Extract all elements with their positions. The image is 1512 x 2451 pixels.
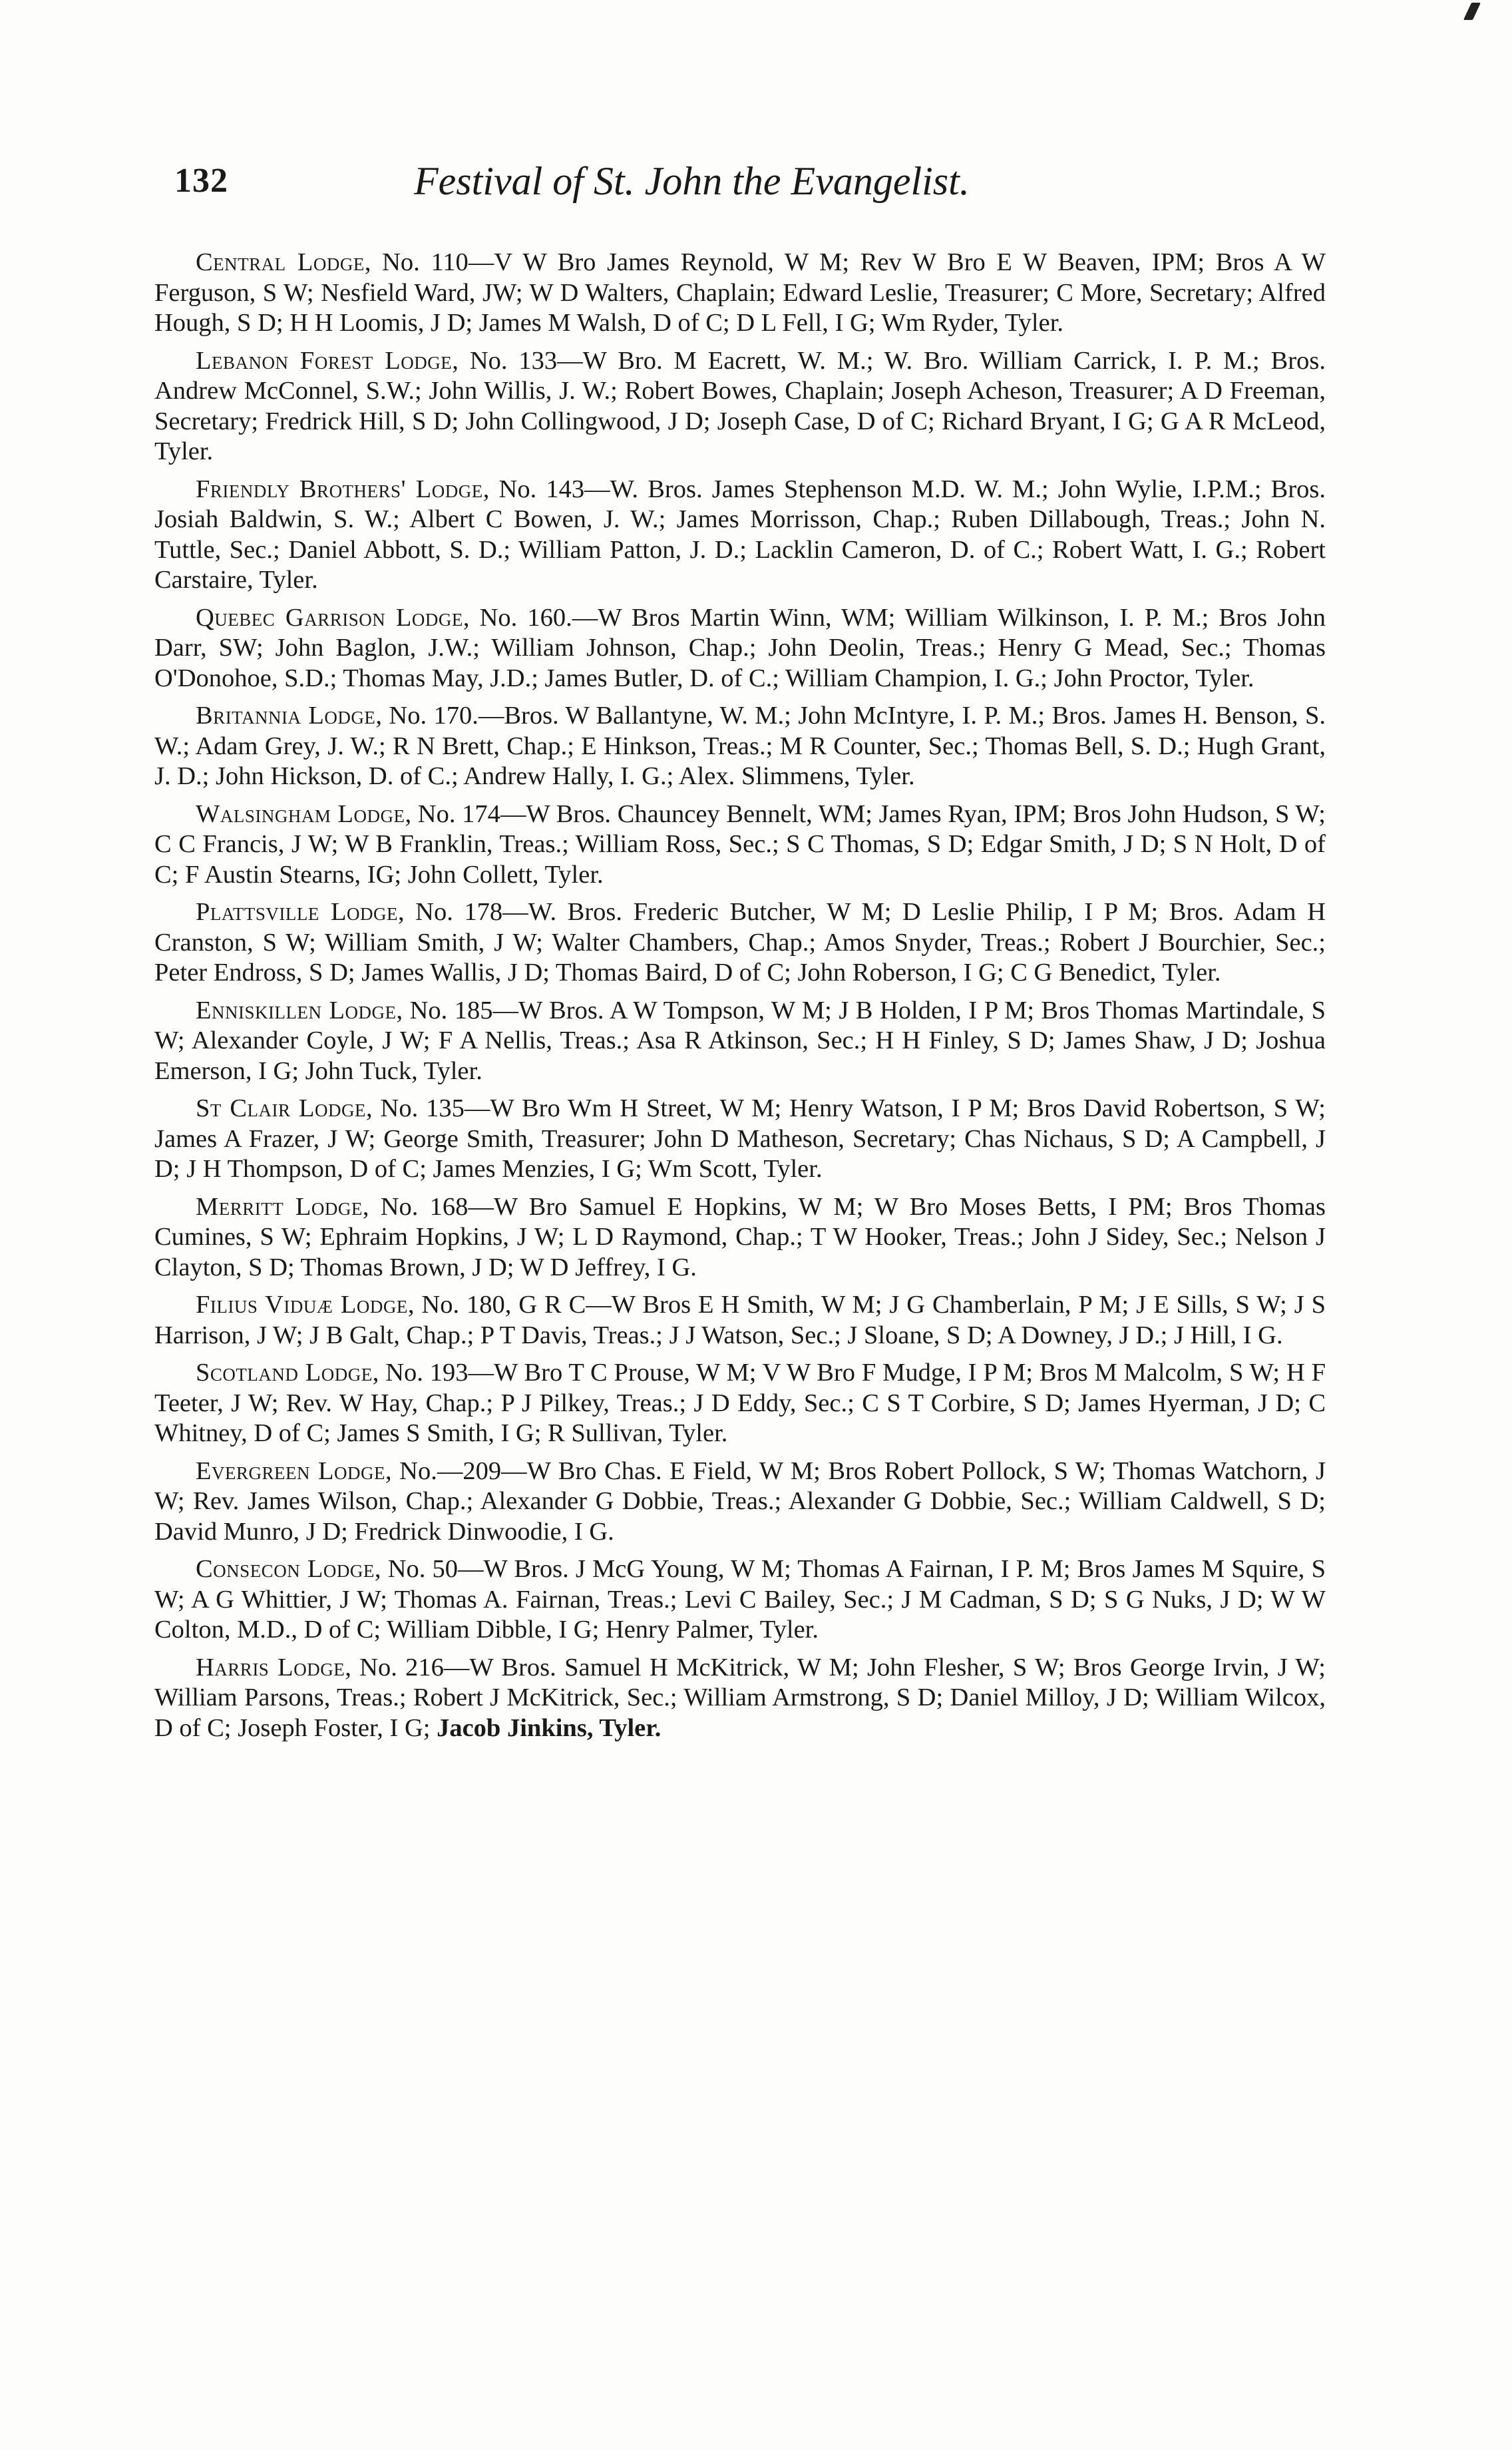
running-title: Festival of St. John the Evangelist.	[414, 159, 970, 203]
lodge-officers: , No. 143—W. Bros. James Stephenson M.D. W. M.; John Wylie, I.P.M.; Bros. Josiah Baldwin, S. W.; Albert C Bowen, J. W.; James Morrisson, Chap.; Ruben Dillabough, Treas.; John N. Tuttle, Sec.; Daniel Abbott, S. D.; William Patton, J. D.; Lacklin Cameron, D. of C.; Robert Watt, I. G.; Robert Carstaire, Tyler.	[154, 475, 1326, 594]
page-number: 132	[174, 162, 228, 200]
lodge-officers: , No. 185—W Bros. A W Tompson, W M; J B Holden, I P M; Bros Thomas Martindale, S W; Alexander Coyle, J W; F A Nellis, Treas.; Asa R Atkinson, Sec.; H H Finley, S D; James Shaw, J D; Joshua Emerson, I G; John Tuck, Tyler.	[154, 996, 1326, 1085]
lodge-officers: , No. 110—V W Bro James Reynold, W M; Rev W Bro E W Beaven, IPM; Bros A W Ferguson, S W; Nesfield Ward, JW; W D Walters, Chaplain; Edward Leslie, Treasurer; C More, Secretary; Alfred Hough, S D; H H Loomis, J D; James M Walsh, D of C; D L Fell, I G; Wm Ryder, Tyler.	[154, 248, 1326, 337]
lodge-entry	[154, 475, 1326, 596]
lodge-officers: , No. 160.—W Bros Martin Winn, WM; William Wilkinson, I. P. M.; Bros John Darr, SW; John Baglon, J.W.; William Johnson, Chap.; John Deolin, Treas.; Henry G Mead, Sec.; Thomas O'Donohoe, S.D.; Thomas May, J.D.; James Butler, D. of C.; William Champion, I. G.; John Proctor, Tyler.	[154, 603, 1326, 692]
lodge-entry	[154, 1094, 1326, 1185]
lodge-name: Enniskillen Lodge	[196, 996, 397, 1024]
lodge-entry	[154, 1358, 1326, 1449]
lodge-name: Harris Lodge	[196, 1653, 345, 1681]
lodge-name: St Clair Lodge	[196, 1094, 366, 1122]
lodge-entry	[154, 1192, 1326, 1283]
lodge-officers: , No. 216—W Bros. Samuel H McKitrick, W M; John Flesher, S W; Bros George Irvin, J W; William Parsons, Treas.; Robert J McKitrick, Sec.; William Armstrong, S D; Daniel Milloy, J D; William Wilcox, D of C; Joseph Foster, I G;	[154, 1653, 1326, 1742]
lodge-officers: , No. 168—W Bro Samuel E Hopkins, W M; W Bro Moses Betts, I PM; Bros Thomas Cumines, S W; Ephraim Hopkins, J W; L D Raymond, Chap.; T W Hooker, Treas.; John J Sidey, Sec.; Nelson J Clayton, S D; Thomas Brown, J D; W D Jeffrey, I G.	[154, 1192, 1326, 1281]
lodge-name: Consecon Lodge	[196, 1555, 375, 1583]
lodge-name: Quebec Garrison Lodge	[196, 603, 463, 632]
lodge-officers: , No. 174—W Bros. Chauncey Bennelt, WM; James Ryan, IPM; Bros John Hudson, S W; C C Francis, J W; W B Franklin, Treas.; William Ross, Sec.; S C Thomas, S D; Edgar Smith, J D; S N Holt, D of C; F Austin Stearns, IG; John Collett, Tyler.	[154, 799, 1326, 889]
lodge-entry	[154, 1653, 1326, 1744]
lodge-officers: , No. 193—W Bro T C Prouse, W M; V W Bro F Mudge, I P M; Bros M Malcolm, S W; H F Teeter, J W; Rev. W Hay, Chap.; P J Pilkey, Treas.; J D Eddy, Sec.; C S T Corbire, S D; James Hyerman, J D; C Whitney, D of C; James S Smith, I G; R Sullivan, Tyler.	[154, 1359, 1326, 1447]
corner-mark	[1463, 3, 1481, 20]
lodge-entry	[154, 701, 1326, 792]
lodge-name: Merritt Lodge	[196, 1192, 363, 1221]
lodge-entry	[154, 1290, 1326, 1351]
lodge-entry	[154, 603, 1326, 694]
lodge-officers: , No. 178—W. Bros. Frederic Butcher, W M; D Leslie Philip, I P M; Bros. Adam H Cranston, S W; William Smith, J W; Walter Chambers, Chap.; Amos Snyder, Treas.; Robert J Bourchier, Sec.; Peter Endross, S D; James Wallis, J D; Thomas Baird, D of C; John Roberson, I G; C G Benedict, Tyler.	[154, 898, 1326, 987]
lodge-officers: , No. 50—W Bros. J McG Young, W M; Thomas A Fairnan, I P. M; Bros James M Squire, S W; A G Whittier, J W; Thomas A. Fairnan, Treas.; Levi C Bailey, Sec.; J M Cadman, S D; S G Nuks, J D; W W Colton, M.D., D of C; William Dibble, I G; Henry Palmer, Tyler.	[154, 1555, 1326, 1644]
lodge-name: Central Lodge	[196, 248, 365, 276]
lodge-entries	[154, 248, 1326, 1743]
page	[154, 161, 1326, 1751]
lodge-entry	[154, 897, 1326, 989]
lodge-officers: , No. 180, G R C—W Bros E H Smith, W M; J G Chamberlain, P M; J E Sills, S W; J S Harrison, J W; J B Galt, Chap.; P T Davis, Treas.; J J Watson, Sec.; J Sloane, S D; A Downey, J D.; J Hill, I G.	[154, 1291, 1326, 1349]
lodge-officers: , No. 170.—Bros. W Ballantyne, W. M.; John McIntyre, I. P. M.; Bros. James H. Benson, S. W.; Adam Grey, J. W.; R N Brett, Chap.; E Hinkson, Treas.; M R Counter, Sec.; Thomas Bell, S. D.; Hugh Grant, J. D.; John Hickson, D. of C.; Andrew Hally, I. G.; Alex. Slimmens, Tyler.	[154, 702, 1326, 790]
lodge-name: Evergreen Lodge	[196, 1456, 386, 1485]
lodge-entry	[154, 799, 1326, 891]
lodge-officers: , No.—209—W Bro Chas. E Field, W M; Bros Robert Pollock, S W; Thomas Watchorn, J W; Rev. James Wilson, Chap.; Alexander G Dobbie, Treas.; Alexander G Dobbie, Sec.; William Caldwell, S D; David Munro, J D; Fredrick Dinwoodie, I G.	[154, 1456, 1326, 1546]
lodge-entry	[154, 1554, 1326, 1646]
lodge-name: Lebanon Forest Lodge	[196, 346, 453, 375]
lodge-officers: , No. 135—W Bro Wm H Street, W M; Henry Watson, I P M; Bros David Robertson, S W; James A Frazer, J W; George Smith, Treasurer; John D Matheson, Secretary; Chas Nichaus, S D; A Campbell, J D; J H Thompson, D of C; James Menzies, I G; Wm Scott, Tyler.	[154, 1094, 1326, 1183]
lodge-name: Walsingham Lodge	[196, 799, 405, 828]
lodge-officers-tail: Jacob Jinkins, Tyler.	[430, 1713, 662, 1742]
lodge-entry	[154, 996, 1326, 1087]
page-header	[154, 161, 1326, 234]
lodge-entry	[154, 248, 1326, 339]
lodge-officers: , No. 133—W Bro. M Eacrett, W. M.; W. Bro. William Carrick, I. P. M.; Bros. Andrew McConnel, S.W.; John Willis, J. W.; Robert Bowes, Chaplain; Joseph Acheson, Treasurer; A D Freeman, Secretary; Fredrick Hill, S D; John Collingwood, J D; Joseph Case, D of C; Richard Bryant, I G; G A R McLeod, Tyler.	[154, 346, 1326, 465]
lodge-name: Friendly Brothers' Lodge	[196, 475, 483, 503]
lodge-name: Britannia Lodge	[196, 702, 376, 730]
lodge-entry	[154, 1456, 1326, 1548]
lodge-name: Scotland Lodge	[196, 1359, 373, 1387]
lodge-name: Plattsville Lodge	[196, 898, 398, 926]
lodge-name: Filius Viduæ Lodge	[196, 1291, 408, 1319]
lodge-entry	[154, 346, 1326, 467]
